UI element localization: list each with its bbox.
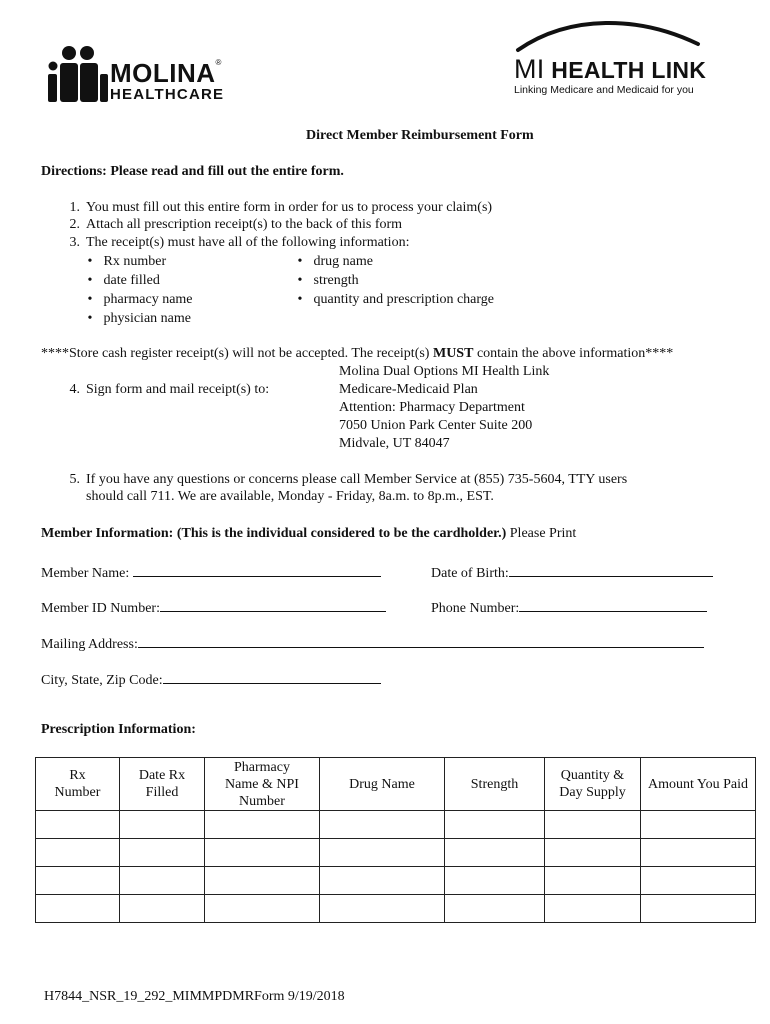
table-cell-input[interactable]: [641, 867, 756, 895]
table-cell-input[interactable]: [36, 839, 120, 867]
table-cell-input[interactable]: [320, 839, 445, 867]
table-cell-input[interactable]: [320, 811, 445, 839]
receipt-item: • strength: [297, 273, 359, 288]
prescription-heading: Prescription Information:: [41, 722, 196, 737]
mailing-address-line: Medicare-Medicaid Plan: [339, 382, 478, 397]
receipt-item: • quantity and prescription charge: [297, 292, 495, 307]
step-2: 2. Attach all prescription receipt(s) to the back of this form: [69, 217, 403, 232]
date-of-birth-field[interactable]: Date of Birth:: [431, 562, 713, 582]
table-cell-input[interactable]: [445, 867, 545, 895]
mi-health-link-title: MI HEALTH LINK: [514, 54, 707, 84]
date-of-birth-input-line[interactable]: [509, 562, 713, 577]
receipt-warning: ****Store cash register receipt(s) will not be accepted. The receipt(s) MUST contain the above information****: [41, 346, 674, 361]
table-cell-input[interactable]: [205, 895, 320, 923]
directions-heading: Directions: Please read and fill out the entire form.: [41, 164, 344, 179]
column-header-drug-name: Drug Name: [320, 758, 445, 811]
member-info-heading: Member Information: (This is the individual considered to be the cardholder.) Please Print: [41, 526, 577, 541]
member-name-field[interactable]: Member Name:: [41, 562, 381, 582]
mailing-address-line: 7050 Union Park Center Suite 200: [339, 418, 533, 433]
step-4: 4. Sign form and mail receipt(s) to:: [69, 382, 270, 397]
phone-number-field[interactable]: Phone Number:: [431, 597, 707, 617]
column-header-rx-number: Rx Number: [36, 758, 120, 811]
table-cell-input[interactable]: [445, 839, 545, 867]
form-footer-code: H7844_NSR_19_292_MIMMPDMRForm 9/19/2018: [44, 989, 345, 1004]
mi-health-link-tagline: Linking Medicare and Medicaid for you: [514, 84, 694, 96]
table-cell-input[interactable]: [36, 867, 120, 895]
table-cell-input[interactable]: [205, 867, 320, 895]
table-cell-input[interactable]: [120, 811, 205, 839]
column-header-date-filled: Date Rx Filled: [120, 758, 205, 811]
member-id-input-line[interactable]: [160, 597, 386, 612]
table-row: [36, 839, 756, 867]
receipt-item: • drug name: [297, 254, 373, 269]
mailing-address-field[interactable]: Mailing Address:: [41, 633, 704, 653]
healthcare-wordmark: HEALTHCARE: [110, 86, 225, 103]
city-state-zip-field[interactable]: City, State, Zip Code:: [41, 669, 381, 689]
table-cell-input[interactable]: [545, 811, 641, 839]
table-cell-input[interactable]: [545, 895, 641, 923]
table-row: [36, 867, 756, 895]
table-cell-input[interactable]: [641, 811, 756, 839]
table-cell-input[interactable]: [205, 839, 320, 867]
column-header-strength: Strength: [445, 758, 545, 811]
table-cell-input[interactable]: [36, 895, 120, 923]
table-header-row: [36, 758, 756, 811]
receipt-item: • date filled: [87, 273, 160, 288]
table-cell-input[interactable]: [120, 895, 205, 923]
table-cell-input[interactable]: [545, 867, 641, 895]
mailing-address-input-line[interactable]: [138, 633, 704, 648]
form-title: Direct Member Reimbursement Form: [306, 128, 534, 143]
step-5: 5. If you have any questions or concerns please call Member Service at (855) 735-5604, TTY users: [69, 472, 628, 487]
step-3: 3. The receipt(s) must have all of the following information:: [69, 235, 410, 250]
table-row: [36, 811, 756, 839]
table-cell-input[interactable]: [445, 895, 545, 923]
table-cell-input[interactable]: [641, 839, 756, 867]
table-cell-input[interactable]: [320, 867, 445, 895]
mailing-address-line: Midvale, UT 84047: [339, 436, 450, 451]
table-cell-input[interactable]: [36, 811, 120, 839]
table-cell-input[interactable]: [641, 895, 756, 923]
table-cell-input[interactable]: [120, 867, 205, 895]
receipt-item: • pharmacy name: [87, 292, 193, 307]
mailing-address-line: Attention: Pharmacy Department: [339, 400, 525, 415]
receipt-item: • Rx number: [87, 254, 167, 269]
column-header-amount-paid: Amount You Paid: [641, 758, 756, 811]
step-5-continued: should call 711. We are available, Monday - Friday, 8a.m. to 8p.m., EST.: [86, 489, 494, 504]
column-header-pharmacy: Pharmacy Name & NPI Number: [205, 758, 320, 811]
table-cell-input[interactable]: [445, 811, 545, 839]
table-cell-input[interactable]: [205, 811, 320, 839]
molina-healthcare-logo: [44, 44, 244, 106]
mailing-address-line: Molina Dual Options MI Health Link: [339, 364, 550, 379]
member-id-field[interactable]: Member ID Number:: [41, 597, 386, 617]
receipt-item: • physician name: [87, 311, 191, 326]
member-name-input-line[interactable]: [133, 562, 381, 577]
table-row: [36, 895, 756, 923]
column-header-quantity: Quantity & Day Supply: [545, 758, 641, 811]
phone-number-input-line[interactable]: [519, 597, 707, 612]
city-state-zip-input-line[interactable]: [163, 669, 381, 684]
mi-health-link-logo: [510, 20, 710, 100]
table-cell-input[interactable]: [545, 839, 641, 867]
molina-people-icon: [44, 44, 110, 106]
table-cell-input[interactable]: [120, 839, 205, 867]
molina-wordmark: MOLINA®: [110, 58, 222, 88]
table-cell-input[interactable]: [320, 895, 445, 923]
step-1: 1. You must fill out this entire form in order for us to process your claim(s): [69, 200, 493, 215]
prescription-table: [35, 757, 756, 923]
